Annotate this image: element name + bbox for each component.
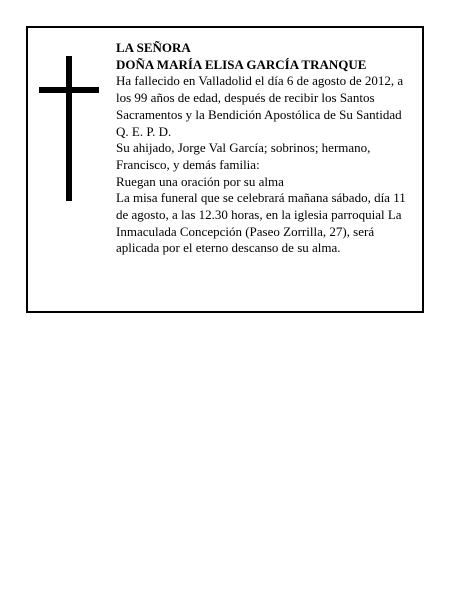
latin-cross-icon <box>39 56 103 201</box>
qepd-text: Q. E. P. D. <box>116 123 172 139</box>
death-announcement: Ha fallecido en Valladolid el día 6 de agosto de 2012, a los 99 años de edad, después de recibir los Santos Sacramentos y la Bendición Apostólica de Su Santidad <box>116 73 404 122</box>
cross-horizontal-bar <box>39 87 99 93</box>
deceased-name: DOÑA MARÍA ELISA GARCÍA TRANQUE <box>116 56 367 72</box>
cross-vertical-bar <box>66 56 72 201</box>
notice-title: LA SEÑORA <box>116 40 191 55</box>
family-members: Su ahijado, Jorge Val García; sobrinos; hermano, Francisco, y demás familia: <box>116 140 371 172</box>
funeral-details: La misa funeral que se celebrará mañana sábado, día 11 de agosto, a las 12.30 horas, en la iglesia parroquial La Inmaculada Concepción (Paseo Zorrilla, 27), será aplicada por el eterno descanso de su alma. <box>116 190 406 256</box>
obituary-notice <box>26 26 424 313</box>
prayer-request: Ruegan una oración por su alma <box>116 173 284 189</box>
obituary-text <box>116 40 420 257</box>
